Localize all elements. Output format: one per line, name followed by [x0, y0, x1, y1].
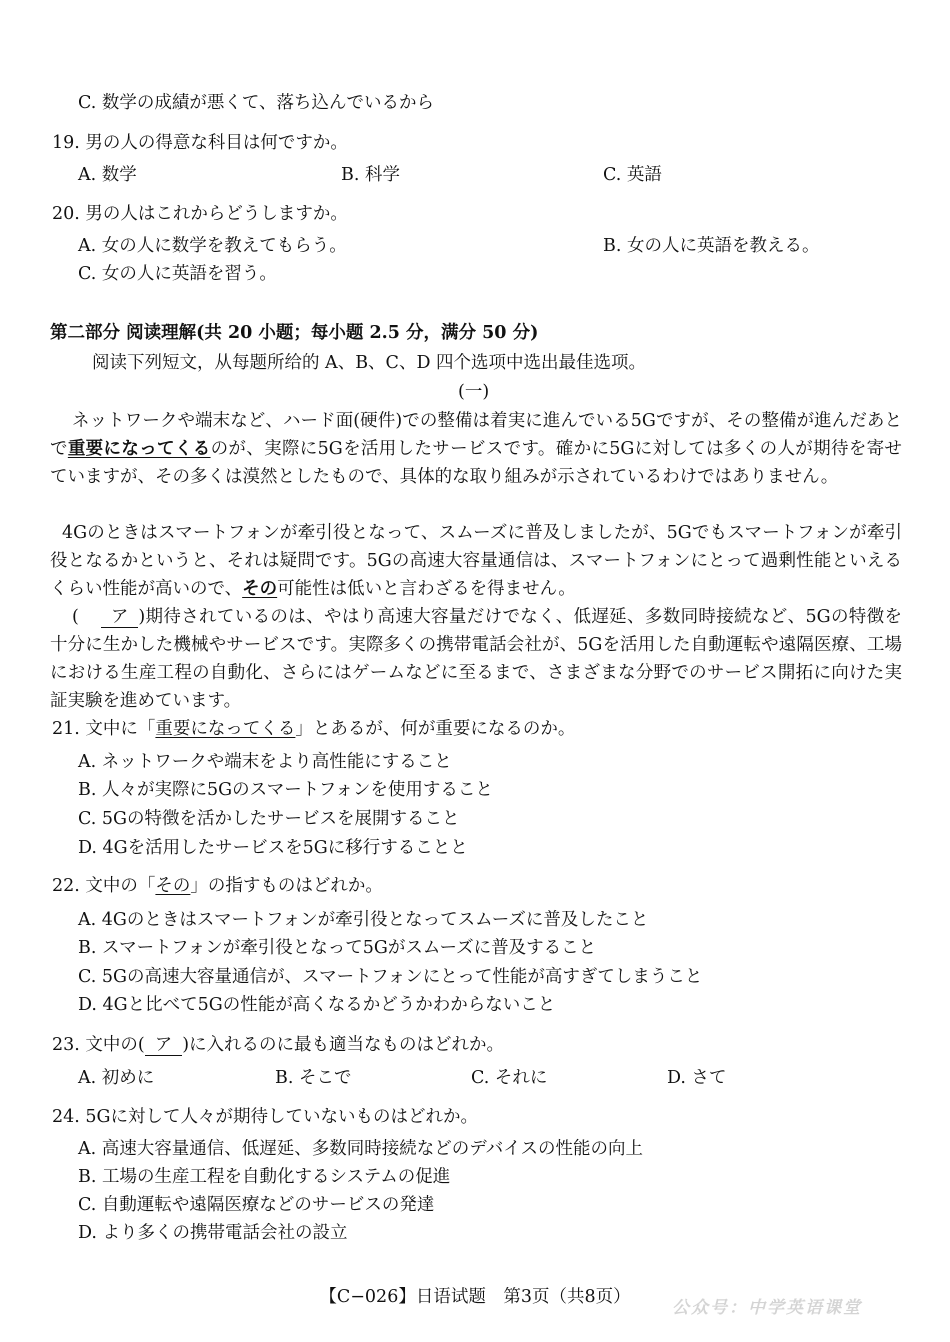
section-instructions: 阅读下列短文，从每题所给的 A、B、C、D 四个选项中选出最佳选项。	[92, 353, 647, 373]
q19-question: 19. 男の人の得意な科目は何ですか。	[52, 133, 348, 153]
passage-number: (一)	[458, 382, 490, 402]
blank-a: ア	[79, 603, 139, 631]
q19-option-a: A. 数学	[78, 165, 137, 185]
q23-option-a: A. 初めに	[78, 1068, 155, 1088]
passage-paragraph-3: ( ア )期待されているのは、やはり高速大容量だけでなく、低遅延、多数同時接続など、5Gの特徴を十分に生かした機械やサービスです。実際多くの携帯電話会社が、5Gを活用した自動運転や遠隔医療、工場における生産工程の自動化、さらにはゲームなどに至るまで、さまざまな分野でのサービス開拓に向けた実証実験を進めています。	[50, 603, 902, 715]
q18-option-c: C. 数学の成績が悪くて、落ち込んでいるから	[78, 93, 435, 113]
q21-option-d: D. 4Gを活用したサービスを5Gに移行することと	[78, 838, 468, 858]
q24-option-b: B. 工場の生産工程を自動化するシステムの促進	[78, 1167, 451, 1187]
page-footer: 【C−026】日语试题 第3页（共8页）	[319, 1287, 631, 1307]
q20-question: 20. 男の人はこれからどうしますか。	[52, 204, 348, 224]
passage-paragraph-2: 4Gのときはスマートフォンが牽引役となって、スムーズに普及しましたが、5Gでもスマートフォンが牽引役となるかというと、それは疑問です。5Gの高速大容量通信は、スマートフォンにとって過剰性能といえるくらい性能が高いので、その可能性は低いと言わざるを得ません。	[50, 523, 902, 599]
q23-question: 23. 文中の( ア )に入れるのに最も適当なものはどれか。	[52, 1032, 504, 1058]
q21-option-c: C. 5Gの特徴を活かしたサービスを展開すること	[78, 809, 460, 829]
q24-option-c: C. 自動運転や遠隔医療などのサービスの発達	[78, 1195, 435, 1215]
q24-question: 24. 5Gに対して人々が期待していないものはどれか。	[52, 1107, 479, 1127]
q22-option-c: C. 5Gの高速大容量通信が、スマートフォンにとって性能が高すぎてしまうこと	[78, 967, 703, 987]
q20-option-b: B. 女の人に英語を教える。	[603, 236, 820, 256]
q20-option-c: C. 女の人に英語を習う。	[78, 264, 277, 284]
q22-option-d: D. 4Gと比べて5Gの性能が高くなるかどうかわからないこと	[78, 995, 556, 1015]
q23-option-d: D. さて	[667, 1068, 727, 1088]
q21-option-b: B. 人々が実際に5Gのスマートフォンを使用すること	[78, 780, 493, 800]
q19-option-c: C. 英語	[603, 165, 662, 185]
q23-option-b: B. そこで	[275, 1068, 352, 1088]
blank-a-q23: ア	[145, 1032, 183, 1058]
underlined-phrase-juuyou: 重要になってくる	[67, 439, 211, 459]
q22-option-b: B. スマートフォンが牽引役となって5Gがスムーズに普及すること	[78, 938, 597, 958]
q19-option-b: B. 科学	[341, 165, 400, 185]
q24-option-d: D. より多くの携帯電話会社の設立	[78, 1223, 348, 1243]
q22-question: 22. 文中の「その」の指すものはどれか。	[52, 876, 383, 896]
q20-option-a: A. 女の人に数学を教えてもらう。	[78, 236, 347, 256]
section-heading: 第二部分 阅读理解(共 20 小题；每小题 2.5 分，满分 50 分)	[50, 323, 539, 343]
watermark: 公众号：中学英语课堂	[672, 1298, 862, 1318]
q23-option-c: C. それに	[471, 1068, 548, 1088]
passage-paragraph-1: ネットワークや端末など、ハード面(硬件)での整備は着実に進んでいる5Gですが、その整備が進んだあとで重要になってくるのが、実際に5Gを活用したサービスです。確かに5Gに対しては多くの人が期待を寄せていますが、その多くは漠然としたもので、具体的な取り組みが示されているわけではありません。	[50, 411, 903, 487]
underlined-word-sono: その	[242, 579, 278, 599]
q21-question: 21. 文中に「重要になってくる」とあるが、何が重要になるのか。	[52, 719, 576, 739]
q21-option-a: A. ネットワークや端末をより高性能にすること	[78, 752, 452, 772]
q22-option-a: A. 4Gのときはスマートフォンが牽引役となってスムーズに普及したこと	[78, 910, 649, 930]
q24-option-a: A. 高速大容量通信、低遅延、多数同時接続などのデバイスの性能の向上	[78, 1139, 644, 1159]
